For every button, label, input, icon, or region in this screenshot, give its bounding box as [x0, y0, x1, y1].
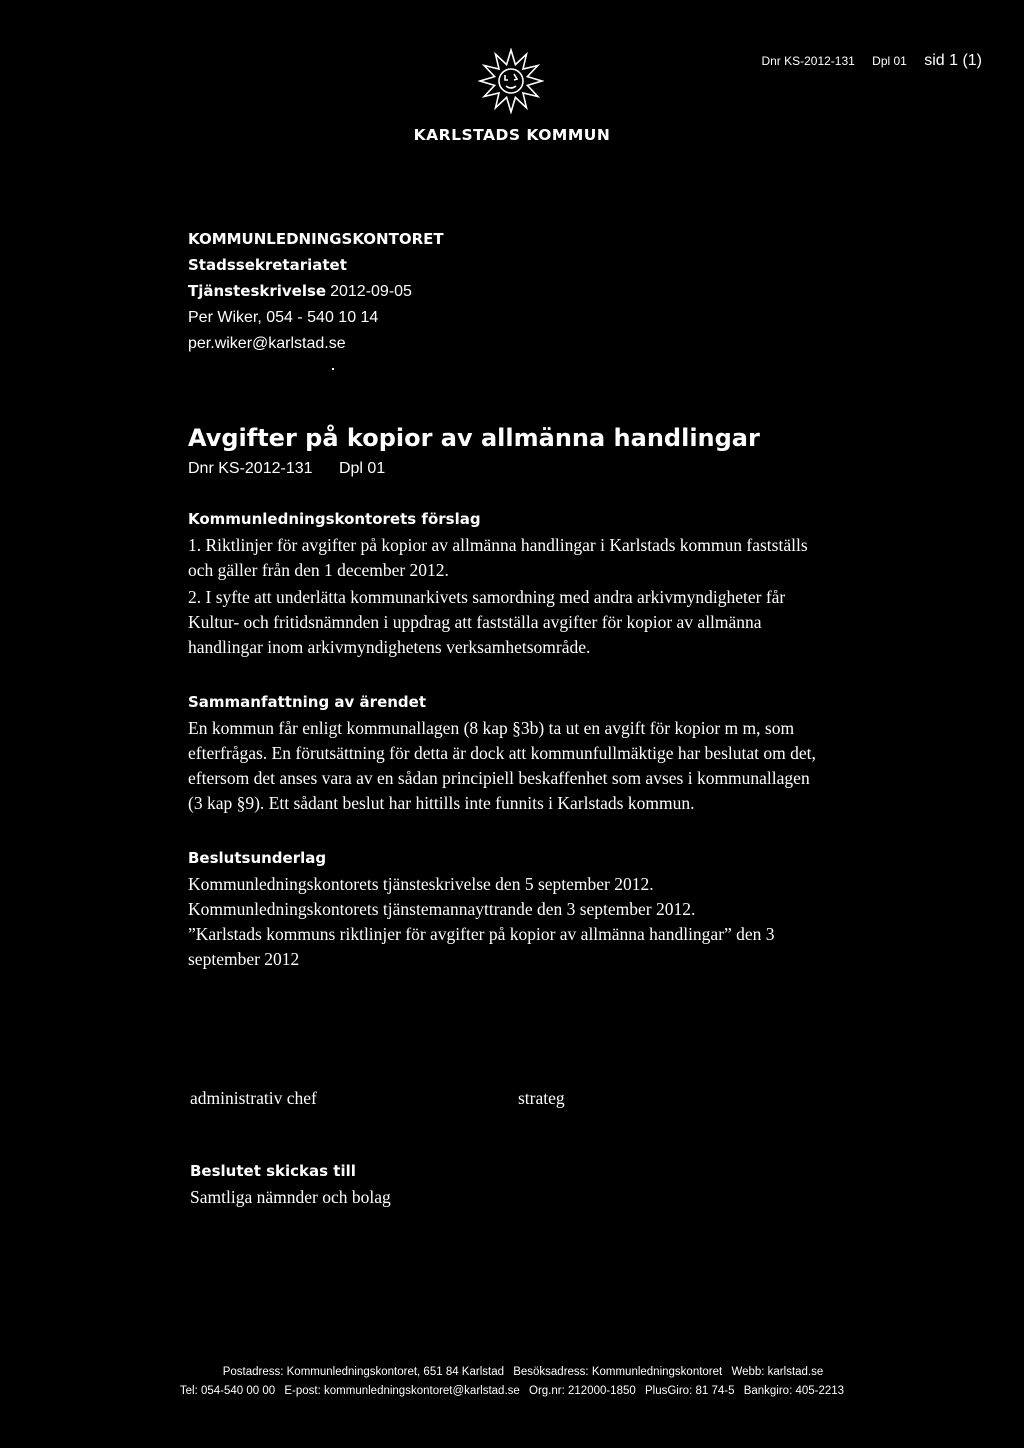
distribution-heading: Beslutet skickas till — [190, 1162, 356, 1180]
distribution-section — [190, 1160, 391, 1210]
footer-bankgiro: Bankgiro: 405-2213 — [743, 1385, 845, 1397]
basis-line: ”Karlstads kommuns riktlinjer för avgifter på kopior av allmänna handlingar” den 3 september 2012 — [188, 924, 775, 969]
document-title: Avgifter på kopior av allmänna handlingar — [188, 424, 760, 452]
proposal-item: 1. Riktlinjer för avgifter på kopior av allmänna handlingar i Karlstads kommun fastställs och gäller från den 1 december 2012. — [188, 535, 808, 580]
footer-postal-address: Postadress: Kommunledningskontoret, 651 84 Karlstad — [222, 1366, 504, 1378]
footer-plusgiro: PlusGiro: 81 74-5 — [644, 1385, 735, 1397]
document-reference — [188, 460, 828, 478]
office-name: KOMMUNLEDNINGSKONTORET — [188, 230, 444, 248]
document-dnr: Dnr KS-2012-131 — [188, 460, 313, 477]
footer-line-2 — [0, 1385, 1024, 1397]
summary-section — [188, 691, 828, 816]
header-dnr: Dnr KS-2012-131 — [761, 54, 855, 68]
summary-heading: Sammanfattning av ärendet — [188, 693, 427, 711]
doc-type-line — [188, 278, 444, 305]
footer-line-1 — [0, 1366, 1024, 1378]
signature-title-right: strateg — [518, 1088, 565, 1108]
sender-block — [188, 226, 444, 357]
distribution-text: Samtliga nämnder och bolag — [190, 1187, 391, 1207]
contact-email: per.wiker@karlstad.se — [188, 335, 346, 352]
proposal-section — [188, 508, 828, 660]
basis-heading: Beslutsunderlag — [188, 849, 327, 867]
signature-block — [190, 1088, 790, 1112]
unit-name: Stadssekretariatet — [188, 256, 347, 274]
basis-section — [188, 847, 828, 972]
signature-title-left: administrativ chef — [190, 1088, 317, 1108]
sun-logo-icon — [478, 48, 544, 114]
doc-date: 2012-09-05 — [330, 283, 412, 300]
contact-line: Per Wiker, 054 - 540 10 14 — [188, 309, 379, 326]
document-dpl: Dpl 01 — [338, 460, 386, 477]
document-body — [188, 423, 828, 972]
header-dpl: Dpl 01 — [872, 54, 907, 68]
footer-visiting-address: Besöksadress: Kommunledningskontoret — [513, 1366, 723, 1378]
doc-type-label: Tjänsteskrivelse — [188, 282, 327, 300]
footer-email: E-post: kommunledningskontoret@karlstad.se — [284, 1385, 520, 1397]
stray-dot — [332, 368, 334, 370]
footer-org-number: Org.nr: 212000-1850 — [529, 1385, 636, 1397]
basis-line: Kommunledningskontorets tjänstemannayttrande den 3 september 2012. — [188, 899, 696, 919]
page-number: sid 1 (1) — [924, 52, 982, 69]
document-reference-header — [747, 52, 982, 70]
proposal-item: 2. I syfte att underlätta kommunarkivets samordning med andra arkivmyndigheter får Kultur- och fritidsnämnden i uppdrag att fastställa avgifter för kopior av allmänna handlingar inom arkivmyndighetens verksamhetsområde. — [188, 587, 786, 657]
summary-text: En kommun får enligt kommunallagen (8 kap §3b) ta ut en avgift för kopior m m, som efterfrågas. En förutsättning för detta är dock att kommunfullmäktige har beslutat om det, eftersom det anses vara av en sådan principiell beskaffenhet som avses i kommunallagen (3 kap §9). Ett sådant beslut har hittills inte funnits i Karlstads kommun. — [188, 718, 816, 813]
proposal-heading: Kommunledningskontorets förslag — [188, 510, 481, 528]
footer-web: Webb: karlstad.se — [731, 1366, 824, 1378]
basis-line: Kommunledningskontorets tjänsteskrivelse den 5 september 2012. — [188, 874, 654, 894]
footer-phone: Tel: 054-540 00 00 — [179, 1385, 276, 1397]
organization-name: KARLSTADS KOMMUN — [413, 126, 611, 144]
page-footer — [0, 1366, 1024, 1397]
